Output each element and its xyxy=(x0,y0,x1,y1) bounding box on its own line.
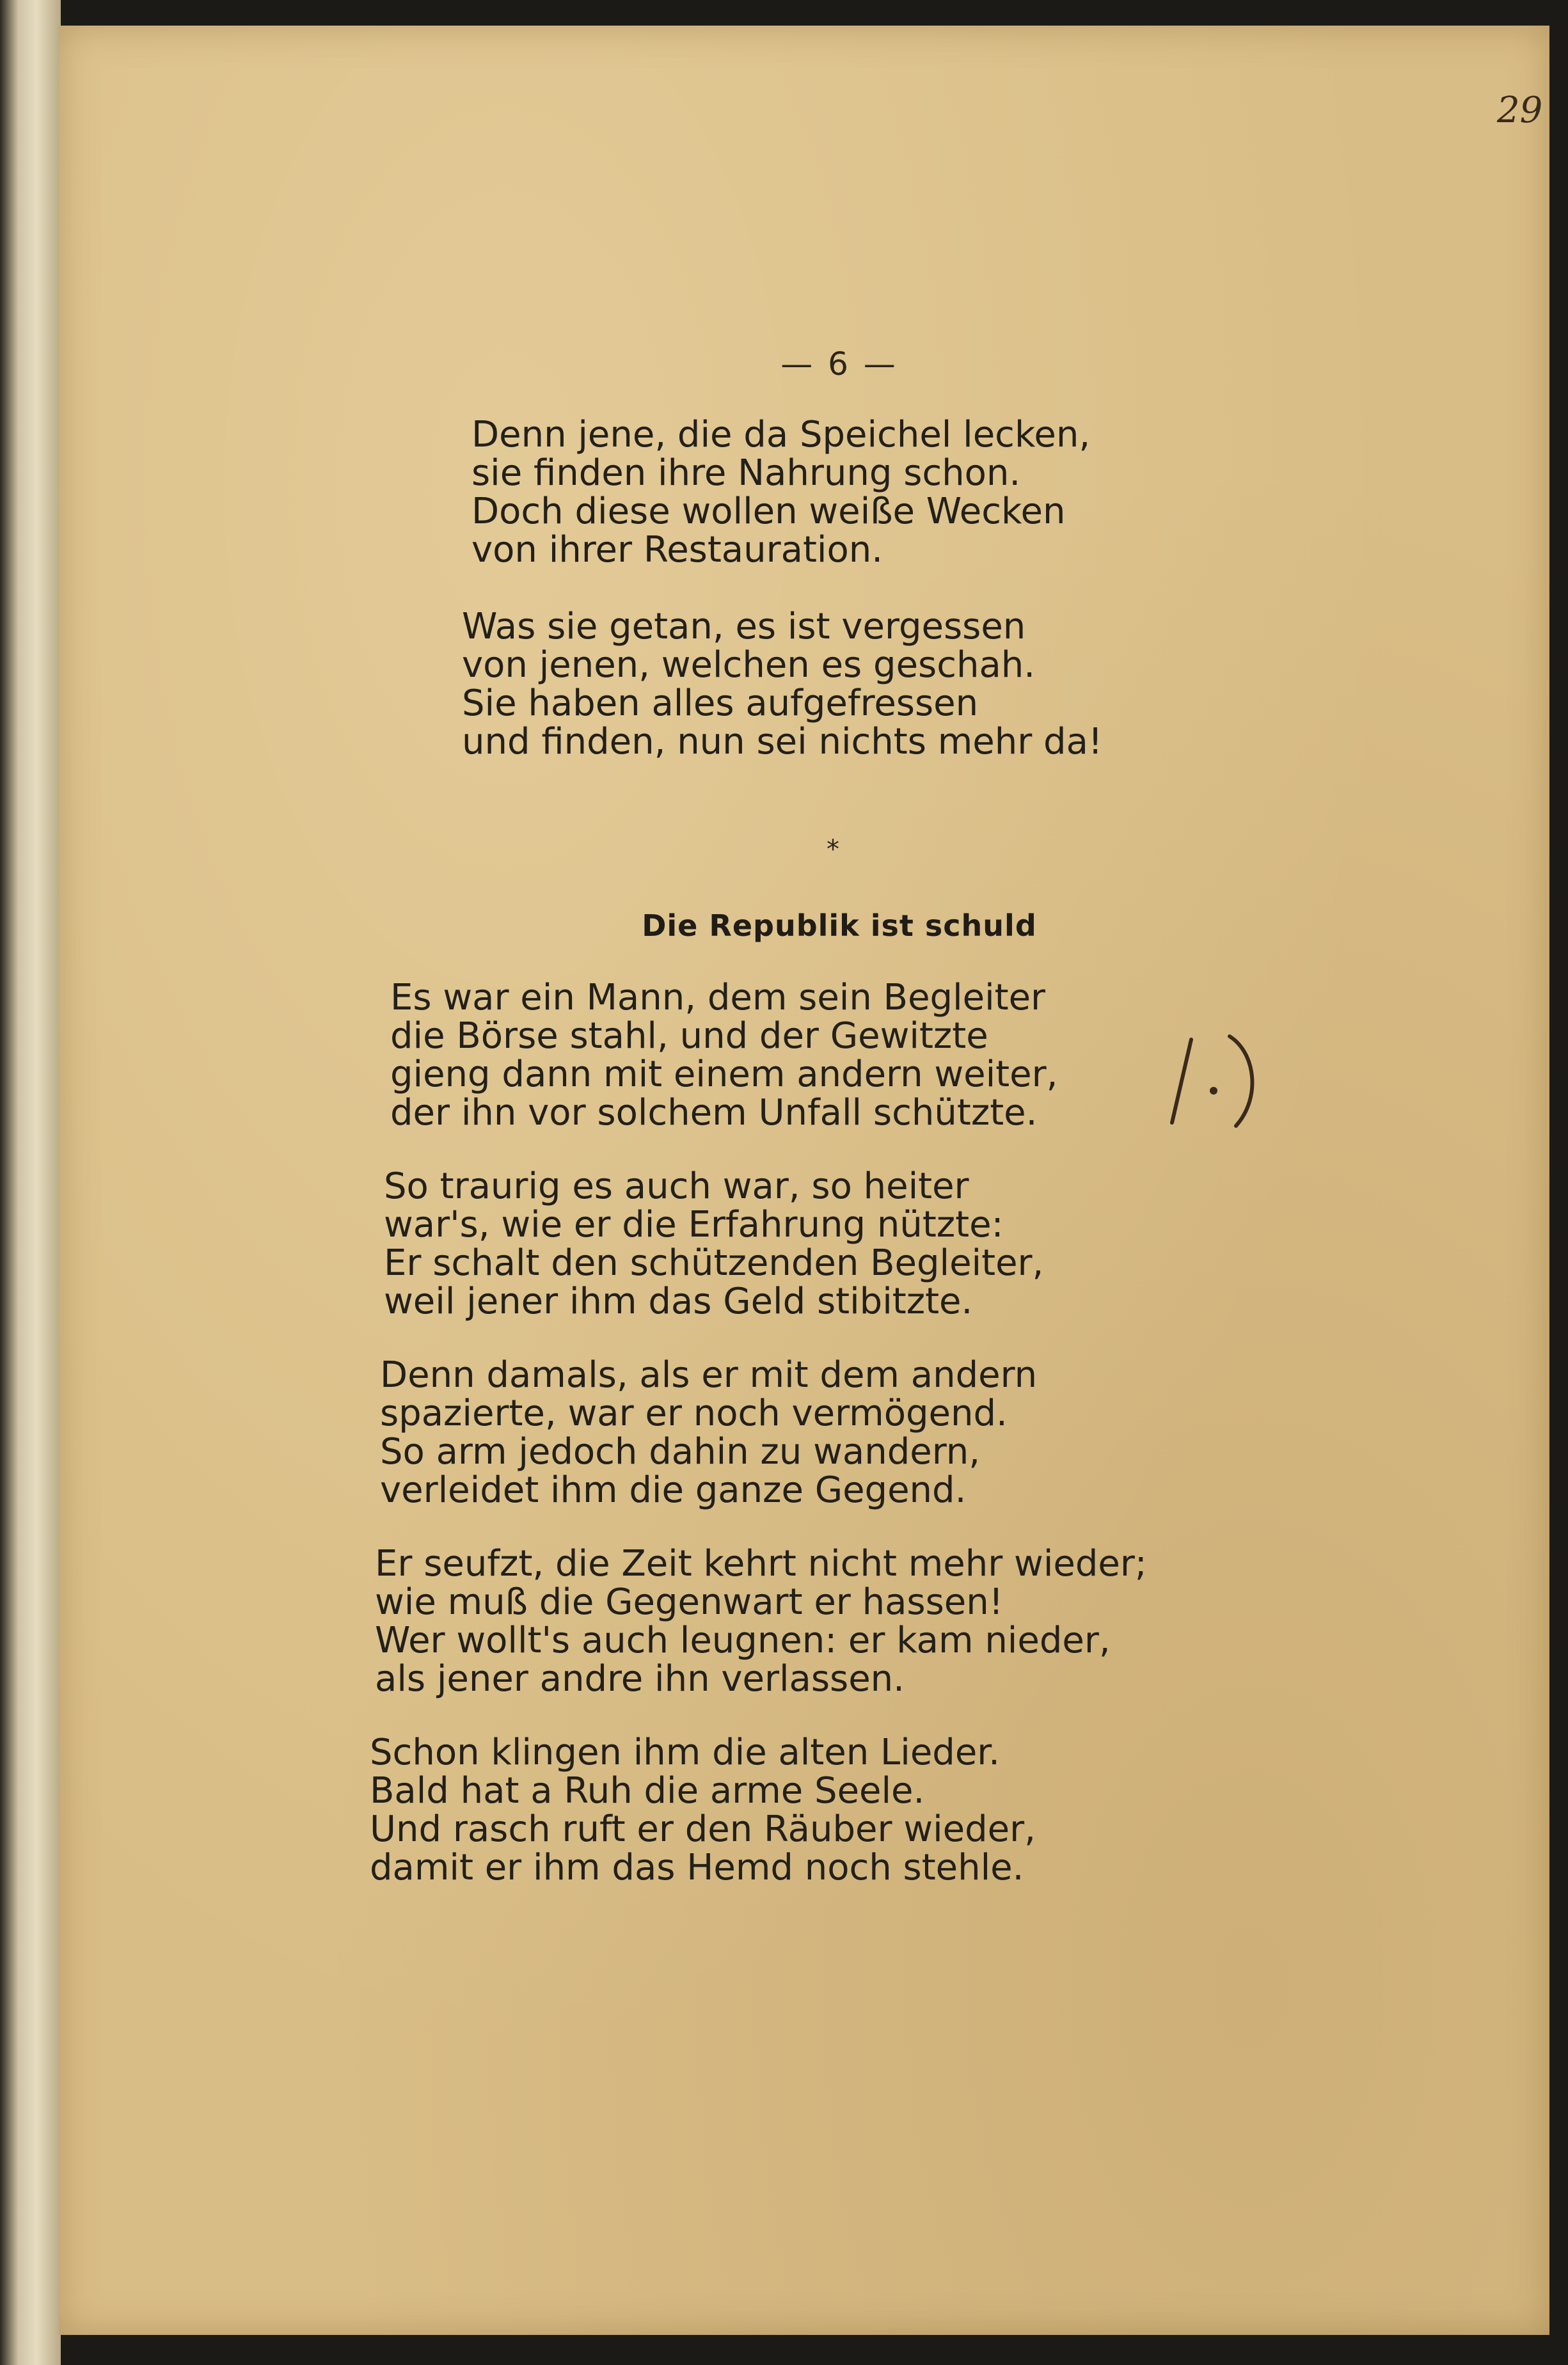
verse-line: spazierte, war er noch vermögend. xyxy=(380,1393,1008,1434)
verse-line: Was sie getan, es ist vergessen xyxy=(462,606,1026,647)
verse-line: gieng dann mit einem andern weiter, xyxy=(390,1054,1058,1095)
verse-line: Und rasch ruft er den Räuber wieder, xyxy=(370,1808,1036,1850)
poem-stanza-3 xyxy=(380,1356,1037,1510)
verse-line: Er seufzt, die Zeit kehrt nicht mehr wieder; xyxy=(375,1543,1147,1585)
document-page xyxy=(59,26,1549,2335)
verse-line: Bald hat a Ruh die arme Seele. xyxy=(370,1770,925,1812)
poem-stanza-1 xyxy=(390,979,1057,1132)
poem-stanza-5 xyxy=(370,1734,1036,1887)
verse-line: Denn jene, die da Speichel lecken, xyxy=(471,414,1091,455)
verse-line: Denn damals, als er mit dem andern xyxy=(380,1354,1038,1396)
stanza-2 xyxy=(462,608,1102,761)
verse-line: die Börse stahl, und der Gewitzte xyxy=(390,1015,988,1057)
verse-line: damit er ihm das Hemd noch stehle. xyxy=(370,1847,1024,1888)
verse-line: Es war ein Mann, dem sein Begleiter xyxy=(390,977,1046,1018)
verse-line: weil jener ihm das Geld stibitzte. xyxy=(384,1281,973,1322)
handwritten-folio-number: 29 xyxy=(1497,90,1543,131)
verse-line: von jenen, welchen es geschah. xyxy=(462,644,1036,686)
verse-line: sie finden ihre Nahrung schon. xyxy=(471,452,1021,494)
verse-line: Sie haben alles aufgefressen xyxy=(462,683,979,724)
poem-heading: Die Republik ist schuld xyxy=(642,908,1037,943)
book-binding xyxy=(0,0,61,2365)
page-number: — 6 — xyxy=(780,345,898,383)
verse-line: Schon klingen ihm die alten Lieder. xyxy=(370,1732,1000,1773)
verse-line: war's, wie er die Erfahrung nützte: xyxy=(384,1204,1004,1246)
handwritten-mark xyxy=(1159,1027,1268,1135)
verse-line: der ihn vor solchem Unfall schützte. xyxy=(390,1092,1038,1134)
verse-line: und finden, nun sei nichts mehr da! xyxy=(462,721,1103,763)
poem-stanza-2 xyxy=(384,1167,1043,1321)
stanza-1 xyxy=(471,416,1090,569)
verse-line: wie muß die Gegenwart er hassen! xyxy=(375,1581,1004,1623)
verse-line: Doch diese wollen weiße Wecken xyxy=(471,491,1066,532)
verse-line: So arm jedoch dahin zu wandern, xyxy=(380,1431,981,1473)
verse-line: als jener andre ihn verlassen. xyxy=(375,1658,905,1700)
verse-line: von ihrer Restauration. xyxy=(471,529,883,571)
verse-line: Er schalt den schützenden Begleiter, xyxy=(384,1242,1044,1284)
verse-line: So traurig es auch war, so heiter xyxy=(384,1166,969,1207)
verse-line: Wer wollt's auch leugnen: er kam nieder, xyxy=(375,1620,1111,1661)
section-separator: * xyxy=(827,835,839,864)
poem-stanza-4 xyxy=(375,1545,1147,1698)
verse-line: verleidet ihm die ganze Gegend. xyxy=(380,1469,967,1511)
